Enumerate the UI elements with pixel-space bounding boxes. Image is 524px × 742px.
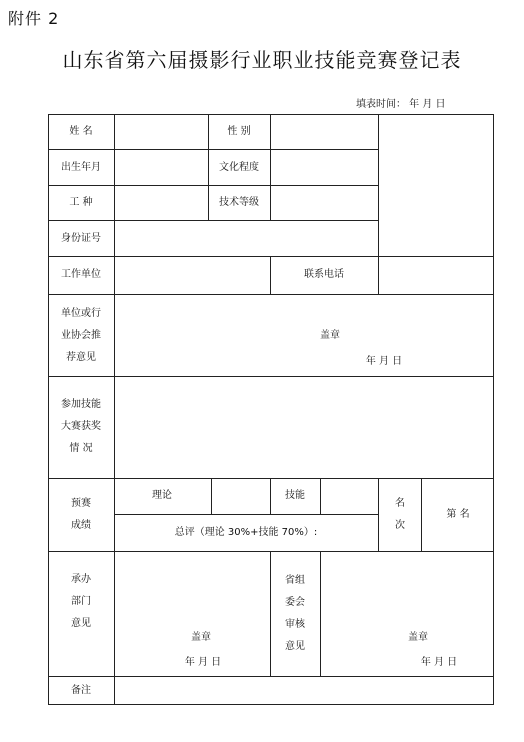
host-opinion-label: 承办 部门 意见 [71,574,91,629]
id-number-label: 身份证号 [61,233,101,244]
org-opinion-label: 单位或行 业协会推 荐意见 [61,308,101,363]
rank-place-label: 第 名 [446,509,470,520]
phone-label: 联系电话 [304,269,344,280]
org-date-label: 年 月 日 [365,356,403,367]
tech-level-label: 技术等级 [219,197,259,208]
form-title: 山东省第六届摄影行业职业技能竞赛登记表 [62,48,462,72]
org-seal-label: 盖章 [320,330,340,341]
fill-time-label: 填表时间： 年 月 日 [356,99,446,110]
skill-label: 技能 [285,490,305,501]
attachment-label: 附件 2 [8,9,60,28]
employer-label: 工作单位 [61,269,101,280]
gender-label: 性 别 [227,126,251,137]
birth-label: 出生年月 [61,162,101,173]
prelim-score-label: 预赛 成绩 [71,498,91,531]
host-date-label: 年 月 日 [184,657,222,668]
theory-label: 理论 [152,490,172,501]
remarks-label: 备注 [71,685,91,696]
table-grid [48,114,494,705]
host-seal-label: 盖章 [191,632,211,643]
review-opinion-label: 省组 委会 审核 意见 [285,575,305,652]
awards-label: 参加技能 大赛获奖 情 况 [61,399,101,454]
work-type-label: 工 种 [69,197,93,208]
rank-label: 名 次 [395,498,405,531]
review-date-label: 年 月 日 [420,657,458,668]
registration-table [48,114,494,705]
total-score-label: 总评（理论 30%+技能 70%）: [174,527,318,538]
education-label: 文化程度 [219,162,259,173]
review-seal-label: 盖章 [408,632,428,643]
name-label: 姓 名 [69,126,93,137]
